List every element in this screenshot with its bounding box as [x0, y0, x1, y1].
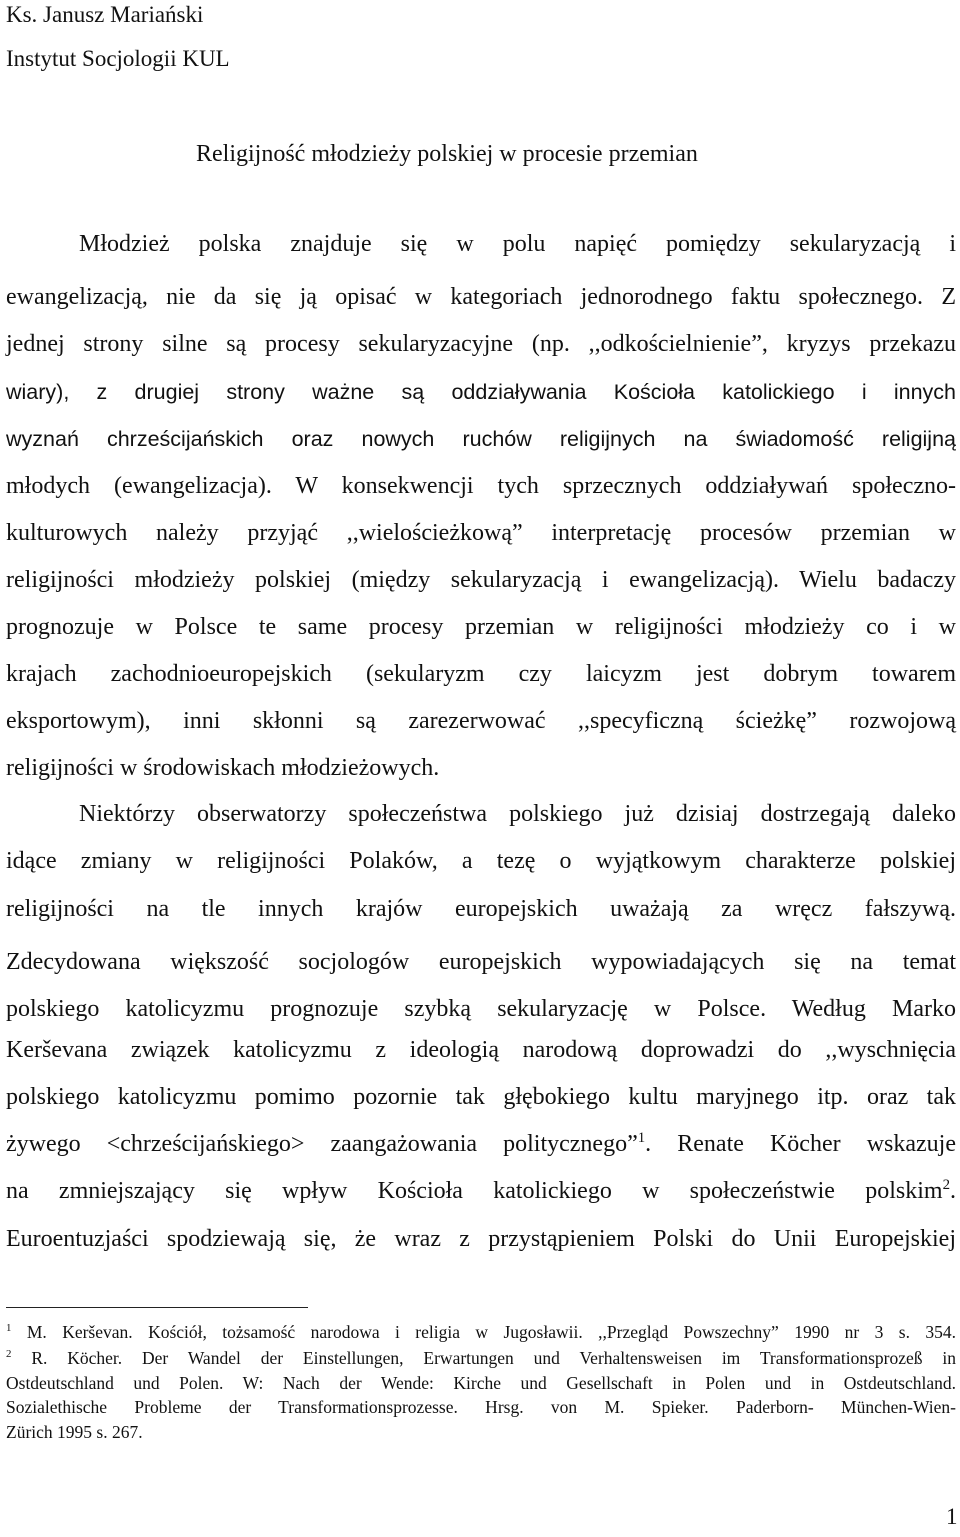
line-text-a: żywego <chrześcijańskiego> zaangażowania politycznego”: [6, 1131, 638, 1157]
line-text-b: . Renate Köcher wskazuje: [645, 1131, 956, 1157]
footnote-2-line-2: Ostdeutschland und Polen. W: Nach der Wende: Kirche und Gesellschaft in Polen und in Ostdeutschland.: [6, 1373, 956, 1393]
footnote-2-line-4: Zürich 1995 s. 267.: [6, 1422, 143, 1442]
footnote-ref-1[interactable]: 1: [637, 1130, 646, 1146]
paragraph-1-line-8: religijności młodzieży polskiej (między sekularyzacją i ewangelizacją). Wielu badaczy: [6, 567, 956, 593]
paragraph-1-line-3: jednej strony silne są procesy sekularyzacyjne (np. ,,odkościelnienie”, kryzys przekazu: [6, 331, 956, 357]
footnote-mark-1: 1: [6, 1322, 12, 1335]
paragraph-1-line-6: młodych (ewangelizacja). W konsekwencji tych sprzecznych oddziaływań społeczno-: [6, 473, 956, 499]
page-number: 1: [946, 1504, 958, 1529]
paragraph-2-line-4: Zdecydowana większość socjologów europejskich wypowiadających się na temat: [6, 949, 956, 975]
footnote-2-line-3: Sozialethische Probleme der Transformationsprozesse. Hrsg. von M. Spieker. Paderborn- München-Wien-: [6, 1397, 956, 1417]
paragraph-1-line-7: kulturowych należy przyjąć ,,wielościeżkową” interpretację procesów przemian w: [6, 520, 956, 546]
paragraph-1-line-12: religijności w środowiskach młodzieżowych.: [6, 755, 440, 781]
paragraph-1-line-11: eksportowym), inni skłonni są zarezerwować ,,specyficzną ścieżkę” rozwojową: [6, 708, 956, 734]
paragraph-1-line-9: prognozuje w Polsce te same procesy przemian w religijności młodzieży co i w: [6, 614, 956, 640]
footnote-1: [6, 1321, 956, 1343]
footnote-separator: [6, 1307, 308, 1308]
line-text: na zmniejszający się wpływ Kościoła katolickiego w społeczeństwie polskim: [6, 1178, 943, 1204]
paragraph-2-line-2: idące zmiany w religijności Polaków, a tezę o wyjątkowym charakterze polskiej: [6, 848, 956, 874]
footnote-text: R. Köcher. Der Wandel der Einstellungen, Erwartungen und Verhaltensweisen im Transformationsprozeß in: [31, 1348, 957, 1368]
footnote-2-line-1: [6, 1347, 956, 1369]
paragraph-1-line-5: wyznań chrześcijańskich oraz nowych ruchów religijnych na świadomość religijną: [6, 427, 956, 451]
author-name: Ks. Janusz Mariański: [6, 2, 204, 27]
paragraph-1-line-10: krajach zachodnioeuropejskich (sekularyzm czy laicyzm jest dobrym towarem: [6, 661, 956, 687]
paragraph-1-line-2: ewangelizacją, nie da się ją opisać w kategoriach jednorodnego faktu społecznego. Z: [6, 284, 956, 310]
paragraph-2-line-6: Kerševana związek katolicyzmu z ideologią narodową doprowadzi do ,,wyschnięcia: [6, 1037, 956, 1063]
paragraph-1-line-4: wiary), z drugiej strony ważne są oddziaływania Kościoła katolickiego i innych: [6, 380, 956, 404]
institute-name: Instytut Socjologii KUL: [6, 46, 230, 71]
footnote-mark-2: 2: [6, 1348, 12, 1361]
paragraph-2-line-9: na zmniejszający się wpływ Kościoła katolickiego w społeczeństwie polskim$^2$.: [6, 1177, 956, 1204]
paragraph-2-line-8: [6, 1130, 956, 1158]
paragraph-2-line-7: polskiego katolicyzmu pomimo pozornie tak głębokiego kultu maryjnego itp. oraz tak: [6, 1084, 956, 1110]
footnote-ref-2[interactable]: 2: [942, 1177, 950, 1193]
paragraph-2-line-5: polskiego katolicyzmu prognozuje szybką sekularyzację w Polsce. Według Marko: [6, 996, 956, 1022]
footnote-text: M. Kerševan. Kościół, tożsamość narodowa i religia w Jugosławii. ,,Przegląd Powszechny” 1990 nr 3 s. 354.: [26, 1322, 956, 1342]
paragraph-2-line-10: Euroentuzjaści spodziewają się, że wraz z przystąpieniem Polski do Unii Europejskiej: [6, 1226, 956, 1252]
paragraph-2-line-3: religijności na tle innych krajów europejskich uważają za wręcz fałszywą.: [6, 896, 956, 922]
article-title: Religijność młodzieży polskiej w procesie przemian: [196, 141, 698, 167]
